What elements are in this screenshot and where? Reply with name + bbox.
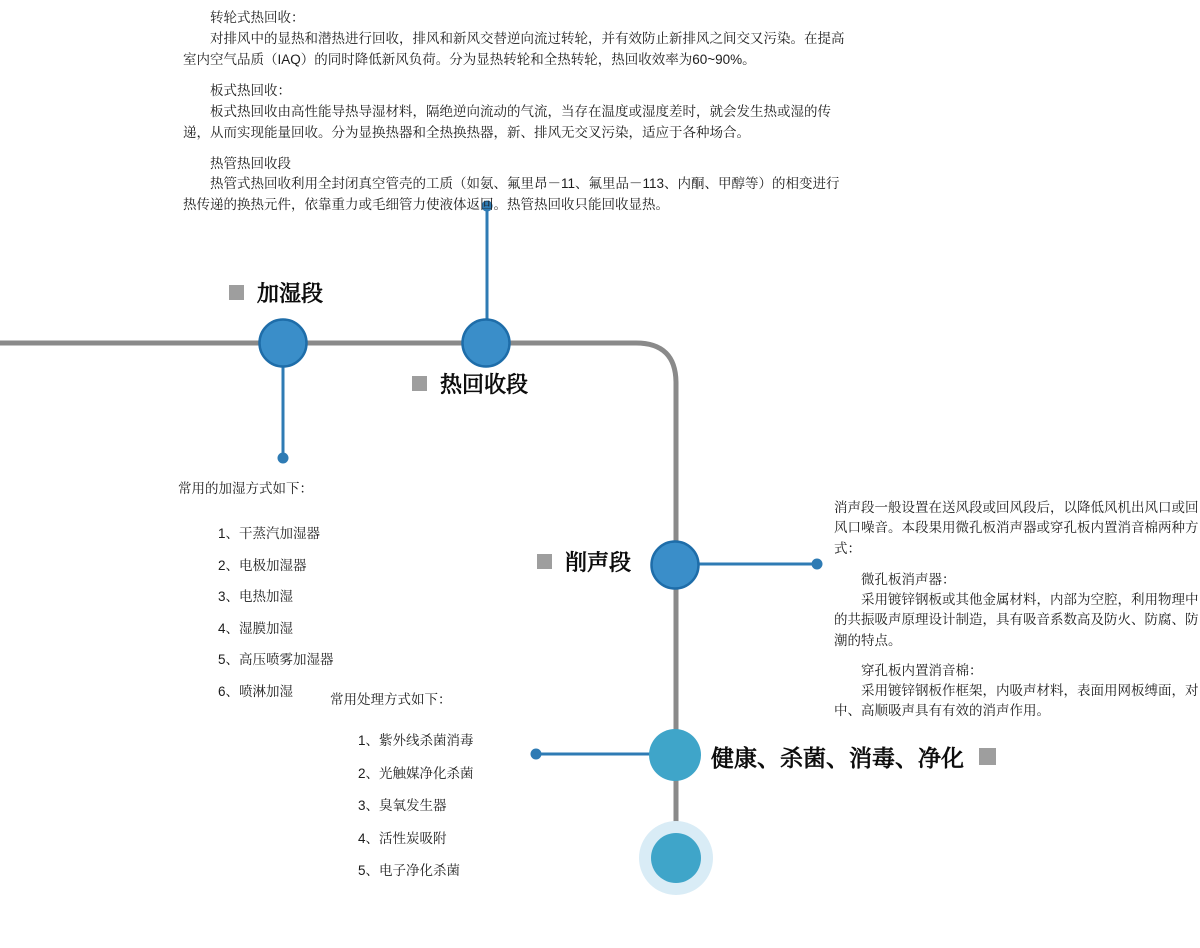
square-bullet-icon	[412, 376, 427, 391]
heat-recovery-node-circle	[463, 320, 510, 367]
list-item: 4、活性炭吸附	[358, 830, 447, 846]
treatment-methods-list	[330, 688, 474, 892]
perforated-cotton-body: 采用镀锌钢板作框架，内吸声材料，表面用网板缚面，对中、高顺吸声具有有效的消声作用。	[834, 683, 1199, 719]
treatment-list-title: 常用处理方式如下：	[330, 692, 452, 707]
list-item: 5、电子净化杀菌	[358, 863, 461, 878]
heat-recovery-notes	[183, 8, 851, 226]
heat-recovery-node-label	[412, 368, 528, 399]
list-item: 2、电极加湿器	[218, 557, 307, 573]
treatment-list-items	[358, 729, 474, 879]
heat-recovery-label-text: 热回收段	[440, 372, 529, 397]
health-label-text: 健康、杀菌、消毒、净化	[711, 746, 964, 771]
list-item: 4、湿膜加湿	[218, 620, 294, 636]
square-bullet-icon	[229, 285, 244, 300]
humidification-label-text: 加湿段	[257, 281, 324, 306]
humidification-list-title: 常用的加湿方式如下：	[178, 481, 313, 496]
list-item: 6、喷淋加湿	[218, 683, 294, 699]
noise-label-text: 削声段	[565, 550, 632, 575]
end-node-circle	[651, 833, 701, 883]
humidification-callout-dot	[278, 453, 289, 464]
heatpipe-title: 热管热回收段	[210, 155, 291, 171]
microperforated-body: 采用镀锌钢板或其他金属材料，内部为空腔，利用物理中的共振吸声原理设计制造，具有吸音系数高及防火、防腐、防潮的特点。	[834, 592, 1199, 648]
square-bullet-icon	[537, 554, 552, 569]
noise-callout-dot	[812, 559, 823, 570]
list-item: 3、电热加湿	[218, 589, 294, 604]
humidification-list-items	[218, 522, 334, 700]
list-item: 1、干蒸汽加湿器	[218, 526, 321, 541]
rotary-heat-title: 转轮式热回收：	[210, 10, 305, 25]
silencer-intro: 消声段一般设置在送风段或回风段后，以降低风机出风口或回风口噪音。本段果用微孔板消声器或穿孔板内置消音棉两种方式：	[834, 500, 1199, 556]
plate-heat-body: 板式热回收由高性能导热导湿材料，隔绝逆向流动的气流，当存在温度或湿度差时，就会发生热或湿的传递，从而实现能量回收。分为显换热器和全热换热器，新、排风无交叉污染，适应于各种场合。	[183, 103, 831, 140]
silencer-notes	[834, 498, 1200, 732]
humidification-node-circle	[260, 320, 307, 367]
plate-heat-title: 板式热回收：	[210, 82, 291, 98]
humidification-node-label	[229, 277, 323, 308]
list-item: 5、高压喷雾加湿器	[218, 652, 334, 667]
health-node-circle	[649, 729, 701, 781]
list-item: 2、光触媒净化杀菌	[358, 765, 474, 781]
health-node-label	[711, 740, 996, 773]
heatpipe-body: 热管式热回收利用全封闭真空管壳的工质（如氨、氟里昂－11、氟里品－113、内酮、甲醇等）的相变进行热传递的换热元件，依靠重力或毛细管力使液体返回。热管热回收只能回收显热。	[183, 176, 840, 213]
list-item: 1、紫外线杀菌消毒	[358, 733, 474, 748]
humidification-methods-list	[178, 477, 334, 711]
health-callout-dot	[531, 749, 542, 760]
rotary-heat-body: 对排风中的显热和潜热进行回收，排风和新风交替逆向流过转轮，并有效防止新排风之间交又污染。在提高室内空气品质（IAQ）的同时降低新风负荷。分为显热转轮和全热转轮，热回收效率为60~90%。	[183, 30, 845, 67]
square-bullet-icon	[979, 748, 996, 765]
noise-node-circle	[652, 542, 699, 589]
perforated-cotton-title: 穿孔板内置消音棉：	[861, 662, 983, 678]
microperforated-title: 微孔板消声器：	[861, 571, 956, 587]
list-item: 3、臭氧发生器	[358, 798, 447, 813]
noise-node-label	[537, 546, 631, 577]
